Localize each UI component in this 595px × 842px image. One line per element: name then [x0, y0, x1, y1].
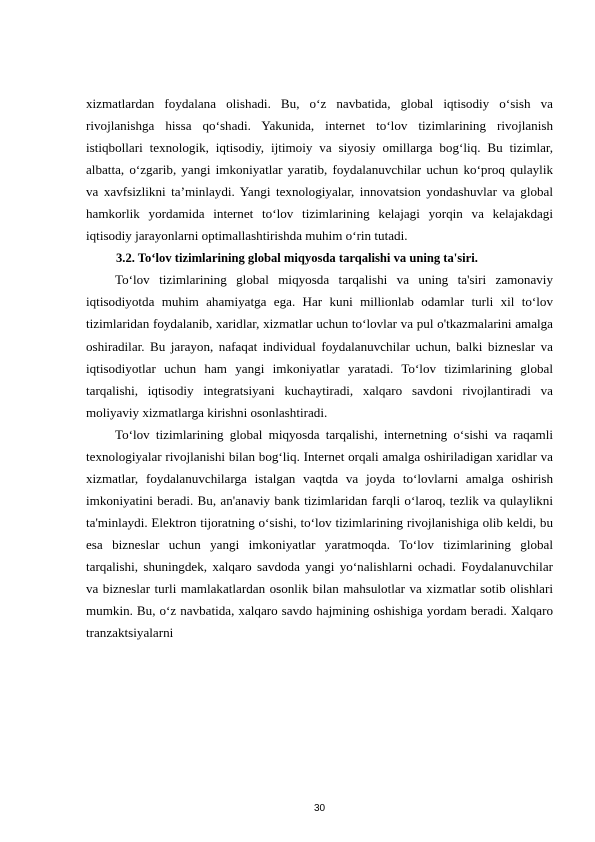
paragraph-continuation: xizmatlardan foydalana olishadi. Bu, o‘z navbatida, global iqtisodiy o‘sish va rivojlanishga hissa qo‘shadi. Yakunida, internet to‘lov tizimlarining rivojlanish istiqbollari texnologik, iqtisodiy, ijtimoiy va siyosiy omillarga bog‘liq. Bu tizimlar, albatta, o‘zgarib, yangi imkoniyatlar yaratib, foydalanuvchilar uchun ko‘proq qulaylik va xavfsizlikni ta’minlaydi. Yangi texnologiyalar, innovatsion yondashuvlar va global hamkorlik yordamida internet to‘lov tizimlarining kelajagi yorqin va kelajakdagi iqtisodiy jarayonlarni optimallashtirishda muhim o‘rin tutadi.	[86, 96, 553, 244]
page-number-label: 30	[313, 803, 326, 814]
paragraph-global-spread: To‘lov tizimlarining global miqyosda tarqalishi va uning ta'siri zamonaviy iqtisodiyotda muhim ahamiyatga ega. Har kuni millionlab odamlar turli xil to‘lov tizimlaridan foydalanib, xaridlar, xizmatlar uchun to‘lovlar va pul o'tkazmalarini amalga oshiradilar. Bu jarayon, nafaqat individual foydalanuvchilar uchun, balki bizneslar va iqtisodiyotlar uchun ham yangi imkoniyatlar yaratadi. To‘lov tizimlarining global tarqalishi, iqtisodiy integratsiyani kuchaytiradi, xalqaro savdoni rivojlantiradi va moliyaviy xizmatlarga kirishni osonlashtiradi.	[86, 272, 553, 420]
section-heading: 3.2. To‘lov tizimlarining global miqyosda tarqalishi va uning ta'siri.	[116, 251, 478, 266]
page-number	[0, 803, 595, 814]
paragraph-internet-growth: To‘lov tizimlarining global miqyosda tarqalishi, internetning o‘sishi va raqamli texnologiyalar rivojlanishi bilan bog‘liq. Internet orqali amalga oshiriladigan xaridlar va xizmatlar, foydalanuvchilarga istalgan vaqtda va joyda to‘lovlarni amalga oshirish imkoniyatini beradi. Bu, an'anaviy bank tizimlaridan farqli o‘laroq, tezlik va qulaylikni ta'minlaydi. Elektron tijoratning o‘sishi, to‘lov tizimlarining rivojlanishiga olib keldi, bu esa bizneslar uchun yangi imkoniyatlar yaratmoqda. To‘lov tizimlarining global tarqalishi, shuningdek, xalqaro savdoda yangi yo‘nalishlarni ochadi. Foydalanuvchilar va bizneslar turli mamlakatlardan osonlik bilan mahsulotlar va xizmatlar sotib olishlari mumkin. Bu, o‘z navbatida, xalqaro savdo hajmining oshishiga yordam beradi. Xalqaro tranzaktsiyalarni	[86, 426, 553, 641]
body-text	[86, 93, 553, 644]
